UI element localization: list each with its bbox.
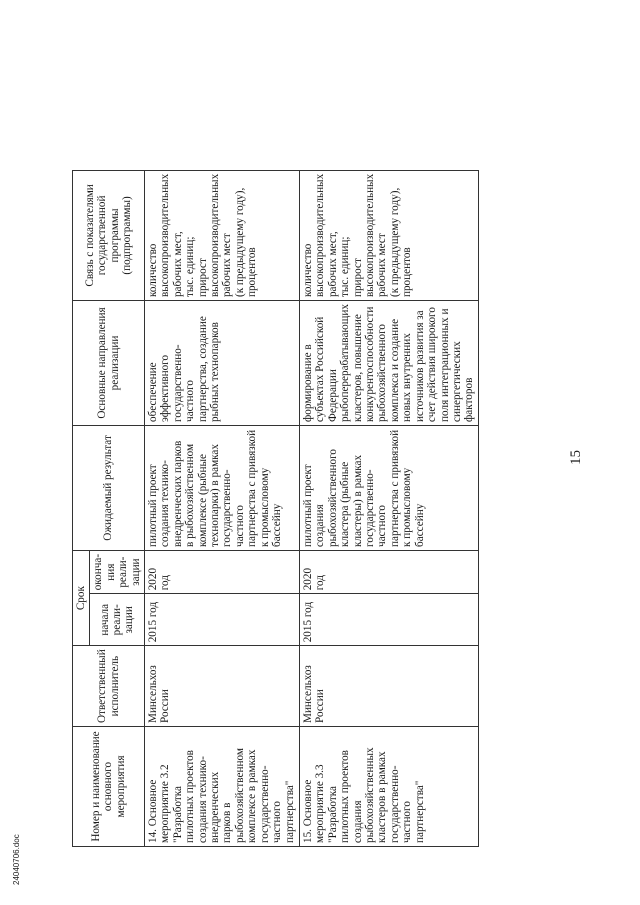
header-executor: Ответственный исполнитель: [73, 646, 145, 727]
table-row: [300, 170, 479, 846]
header-number-name: Номер и наименование основного мероприятия: [73, 727, 145, 847]
cell-result: пилотный проект создания технико- внедренческих парков в рыбохозяйственном комплексе (рыбные технопарки) в рамках государственно-частного партнерства с привязкой к промысловому бассейну: [145, 425, 300, 550]
cell-end: 2020 год: [300, 550, 479, 593]
header-term: Срок: [73, 550, 90, 645]
cell-executor: Минсельхоз России: [145, 646, 300, 727]
header-link: Связь с показателями государственной программы (подпрограммы): [73, 170, 145, 300]
document-id: 24040706.doc: [12, 834, 21, 885]
header-row: [73, 170, 90, 846]
cell-start: 2015 год: [145, 594, 300, 646]
cell-directions: обеспечение эффективного государственно-частного партнерства, создание рыбных технопарков: [145, 301, 300, 426]
header-term-start: начала реали- зации: [90, 594, 145, 646]
cell-end: 2020 год: [145, 550, 300, 593]
cell-number-name: 14. Основное мероприятие 3.2 "Разработка пилотных проектов создания технико- внедренческих парков в рыбохозяйственном комплексе в рамках государственно- частного партнерства": [145, 727, 300, 847]
cell-link: количество высокопроизводительных рабочих мест, тыс. единиц; прирост высокопроизводительных рабочих мест (к предыдущему году), процентов: [300, 170, 479, 300]
cell-result: пилотный проект создания рыбохозяйственного кластера (рыбные кластеры) в рамках государственно-частного партнерства с привязкой к промысловому бассейну: [300, 425, 479, 550]
cell-start: 2015 год: [300, 594, 479, 646]
table-row: [145, 170, 300, 846]
measures-table: [72, 170, 479, 847]
cell-executor: Минсельхоз России: [300, 646, 479, 727]
header-term-end: оконча- ния реали- зации: [90, 550, 145, 593]
page-number: 15: [568, 450, 584, 465]
cell-link: количество высокопроизводительных рабочих мест, тыс. единиц; прирост высокопроизводительных рабочих мест (к предыдущему году), процентов: [145, 170, 300, 300]
cell-directions: формирование в субъектах Российской Федерации рыбоперерабатывающих кластеров, повышение конкурентоспособности рыбохозяйственного комплекса и создание новых внутренних источников развития за счет действия широкого поля интеграционных и синергетических факторов: [300, 301, 479, 426]
cell-number-name: 15. Основное мероприятие 3.3 "Разработка пилотных проектов создания рыбохозяйственных кластеров в рамках государственно- частного партнерства": [300, 727, 479, 847]
header-result: Ожидаемый результат: [73, 425, 145, 550]
header-directions: Основные направления реализации: [73, 301, 145, 426]
